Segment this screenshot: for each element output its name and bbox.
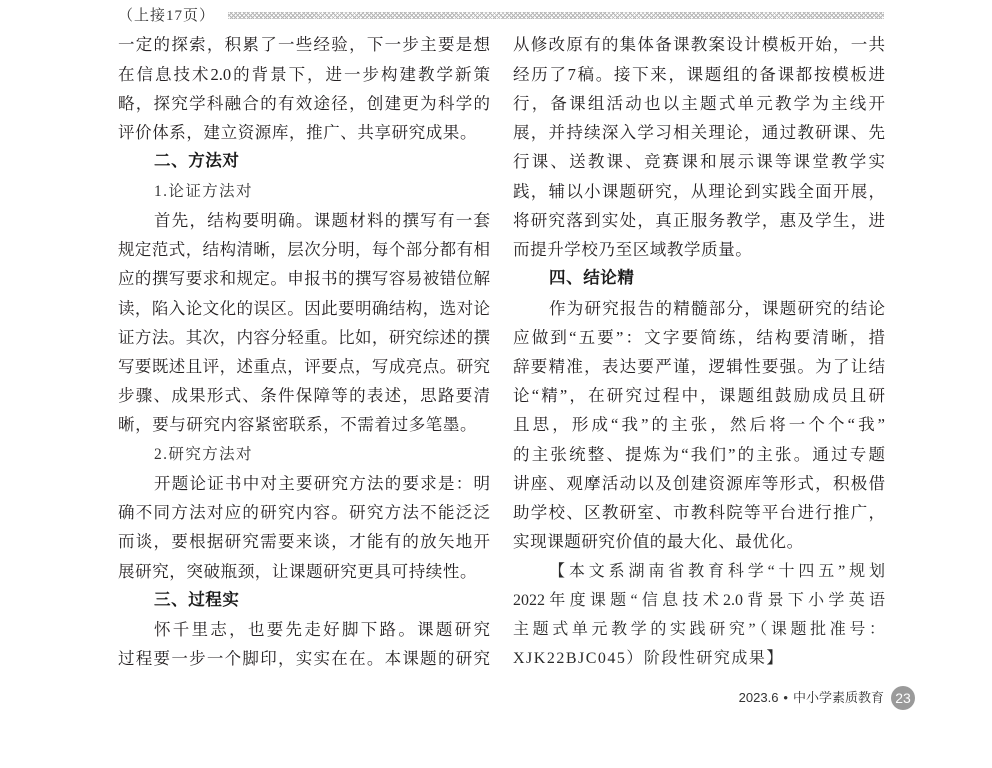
body-line: 一定的探索，积累了一些经验，下一步主要是想 xyxy=(118,35,490,55)
body-line: 晰，要与研究内容紧密联系，不需着过多笔墨。 xyxy=(118,415,478,435)
body-line: 讲座、观摩活动以及创建资源库等形式，积极借 xyxy=(513,473,885,493)
body-line: 确不同方法对应的研究内容。研究方法不能泛泛 xyxy=(118,503,490,523)
journal-name: 中小学素质教育 xyxy=(792,690,884,705)
section-heading: 二、方法对 xyxy=(154,152,240,171)
body-line: 行，备课组活动也以主题式单元教学为主线开 xyxy=(513,93,885,113)
body-line: 开题论证书中对主要研究方法的要求是：明 xyxy=(154,473,490,493)
left-column xyxy=(118,30,490,673)
section-heading: 三、过程实 xyxy=(154,590,240,609)
continued-from-note: （上接17页） xyxy=(118,8,216,24)
body-line: 评价体系，建立资源库，推广、共享研究成果。 xyxy=(118,123,478,143)
body-line: 辞要精准，表达要严谨，逻辑性要强。为了让结 xyxy=(513,356,885,376)
header-ornament-band xyxy=(228,12,884,19)
body-line: 证方法。其次，内容分轻重。比如，研究综述的撰 xyxy=(118,327,490,347)
body-line: 论“精”，在研究过程中，课题组鼓励成员且研 xyxy=(513,386,885,406)
subsection-heading: 1.论证方法对 xyxy=(154,182,253,200)
footer-separator: • xyxy=(783,690,788,705)
body-line: 写要既述且评，述重点，评要点，写成亮点。研究 xyxy=(118,356,490,376)
body-line: 将研究落到实处，真正服务教学，惠及学生，进 xyxy=(513,210,885,230)
funding-note-line: XJK22BJC045）阶段性研究成果】 xyxy=(513,650,784,668)
body-line: 经历了7稿。接下来，课题组的备课都按模板进 xyxy=(513,64,885,84)
body-line: 作为研究报告的精髓部分，课题研究的结论 xyxy=(549,298,885,318)
body-line: 且思，形成“我”的主张，然后将一个个“我” xyxy=(513,415,885,435)
body-line: 怀千里志，也要先走好脚下路。课题研究 xyxy=(154,620,490,640)
section-heading: 四、结论精 xyxy=(549,269,635,288)
body-line: 在信息技术2.0的背景下，进一步构建教学新策 xyxy=(118,64,490,84)
body-line: 过程要一步一个脚印，实实在在。本课题的研究 xyxy=(118,649,490,669)
body-line: 而提升学校乃至区域教学质量。 xyxy=(513,240,753,260)
page-number: 23 xyxy=(891,686,915,710)
footer xyxy=(739,690,884,706)
body-line: 的主张统整、提炼为“我们”的主张。通过专题 xyxy=(513,444,885,464)
body-line: 践，辅以小课题研究，从理论到实践全面开展， xyxy=(513,181,885,201)
body-line: 展研究，突破瓶颈，让课题研究更具可持续性。 xyxy=(118,561,478,581)
body-line: 实现课题研究价值的最大化、最优化。 xyxy=(513,532,804,552)
body-line: 行课、送教课、竞赛课和展示课等课堂教学实 xyxy=(513,152,885,172)
funding-note-line: 2022年度课题“信息技术2.0背景下小学英语 xyxy=(513,591,885,609)
body-line: 读，陷入论文化的误区。因此要明确结构，选对论 xyxy=(118,298,490,318)
body-line: 助学校、区教研室、市教科院等平台进行推广， xyxy=(513,503,885,523)
body-line: 规定范式，结构清晰，层次分明，每个部分都有相 xyxy=(118,240,490,260)
body-line: 步骤、成果形式、条件保障等的表述，思路要清 xyxy=(118,386,490,406)
funding-note-line: 【本文系湖南省教育科学“十四五”规划 xyxy=(549,562,885,580)
subsection-heading: 2.研究方法对 xyxy=(154,445,253,463)
body-line: 应的撰写要求和规定。申报书的撰写容易被错位解 xyxy=(118,269,490,289)
funding-note-line: 主题式单元教学的实践研究”（课题批准号： xyxy=(513,621,885,639)
issue-date: 2023.6 xyxy=(738,690,779,705)
right-column xyxy=(513,30,885,673)
body-line: 展，并持续深入学习相关理论，通过教研课、先 xyxy=(513,123,885,143)
body-line: 首先，结构要明确。课题材料的撰写有一套 xyxy=(154,210,490,230)
body-line: 从修改原有的集体备课教案设计模板开始，一共 xyxy=(513,35,885,55)
body-line: 应做到“五要”：文字要简练，结构要清晰，措 xyxy=(513,327,885,347)
body-line: 略，探究学科融合的有效途径，创建更为科学的 xyxy=(118,93,490,113)
body-line: 而谈，要根据研究需要来谈，才能有的放矢地开 xyxy=(118,532,490,552)
